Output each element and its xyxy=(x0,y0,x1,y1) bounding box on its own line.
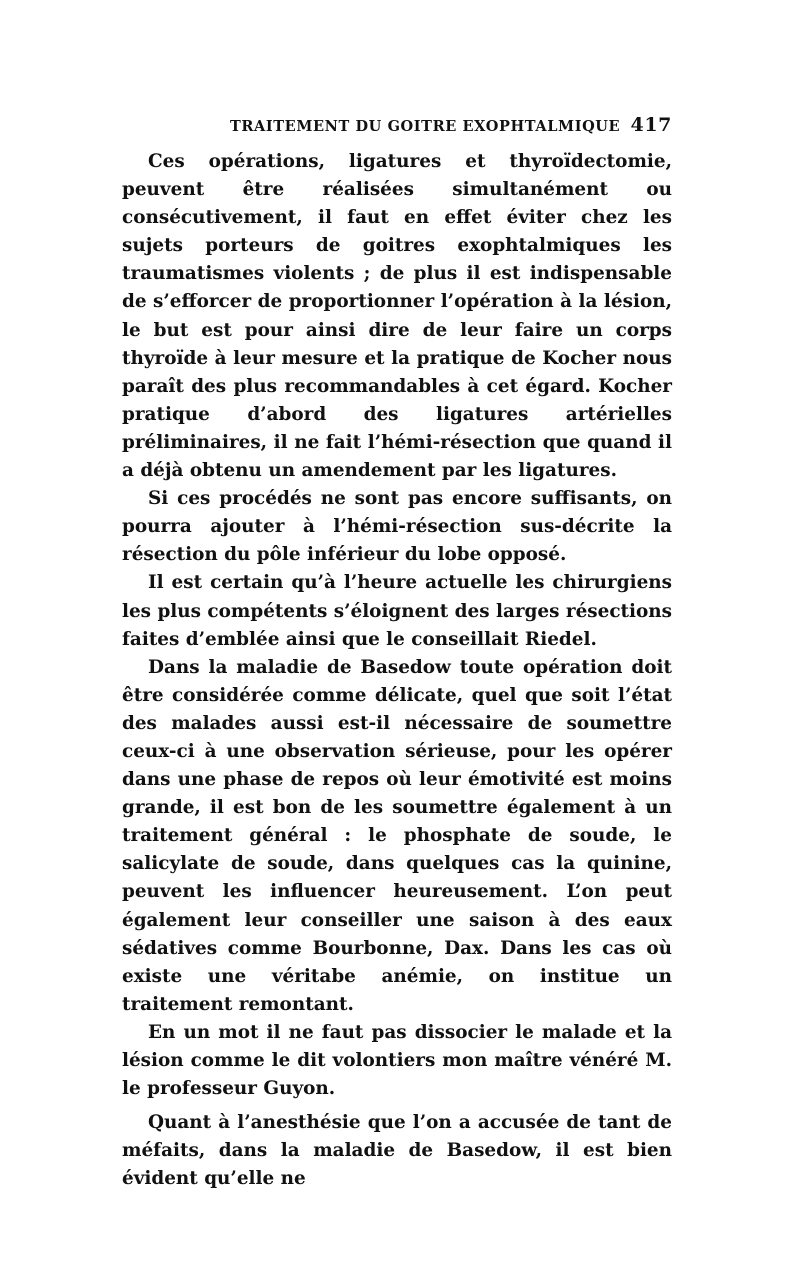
paragraph-3: Il est certain qu’à l’heure actuelle les chirurgiens les plus compétents s’éloignent des larges résections faites d’emblée ainsi que le conseillait Riedel. xyxy=(122,572,672,650)
running-title: TRAITEMENT DU GOITRE EXOPHTALMIQUE xyxy=(230,118,621,135)
paragraph-5: En un mot il ne faut pas dissocier le malade et la lésion comme le dit volontiers mon maître vénéré M. le professeur Guyon. xyxy=(122,1021,672,1100)
paragraph-4: Dans la maladie de Basedow toute opération doit être considérée comme délicate, quel que soit l’état des malades aussi est-il nécessaire de soumettre ceux-ci à une observation sérieuse, pour les opérer dans une phase de repos où leur émotivité est moins grande, il est bon de les soumettre également à un traitement général : le phosphate de soude, le salicylate de soude, dans quelques cas la quinine, peuvent les influencer heureusement. L’on peut également leur conseiller une saison à des eaux sédatives comme Bourbonne, Dax. Dans les cas où existe une véritabe anémie, on institue un traitement remontant. xyxy=(122,656,672,1015)
page-number: 417 xyxy=(630,114,672,136)
book-page xyxy=(122,110,672,1193)
paragraph-2: Si ces procédés ne sont pas encore suffisants, on pourra ajouter à l’hémi-résection sus-décrite la résection du pôle inférieur du lobe opposé. xyxy=(122,488,672,566)
paragraph-6: Quant à l’anesthésie que l’on a accusée de tant de méfaits, dans la maladie de Basedow, il est bien évident qu’elle ne xyxy=(122,1112,672,1190)
running-header xyxy=(122,110,672,140)
paragraph-1: Ces opérations, ligatures et thyroïdectomie, peuvent être réalisées simultanément ou consécutivement, il faut en effet éviter chez les sujets porteurs de goitres exophtalmiques les traumatismes violents ; de plus il est indispensable de s’efforcer de proportionner l’opération à la lésion, le but est pour ainsi dire de leur faire un corps thyroïde à leur mesure et la pratique de Kocher nous paraît des plus recommandables à cet égard. Kocher pratique d’abord des ligatures artérielles préliminaires, il ne fait l’hémi-résection que quand il a déjà obtenu un amendement par les ligatures. xyxy=(122,151,672,482)
body-text xyxy=(122,148,672,1193)
